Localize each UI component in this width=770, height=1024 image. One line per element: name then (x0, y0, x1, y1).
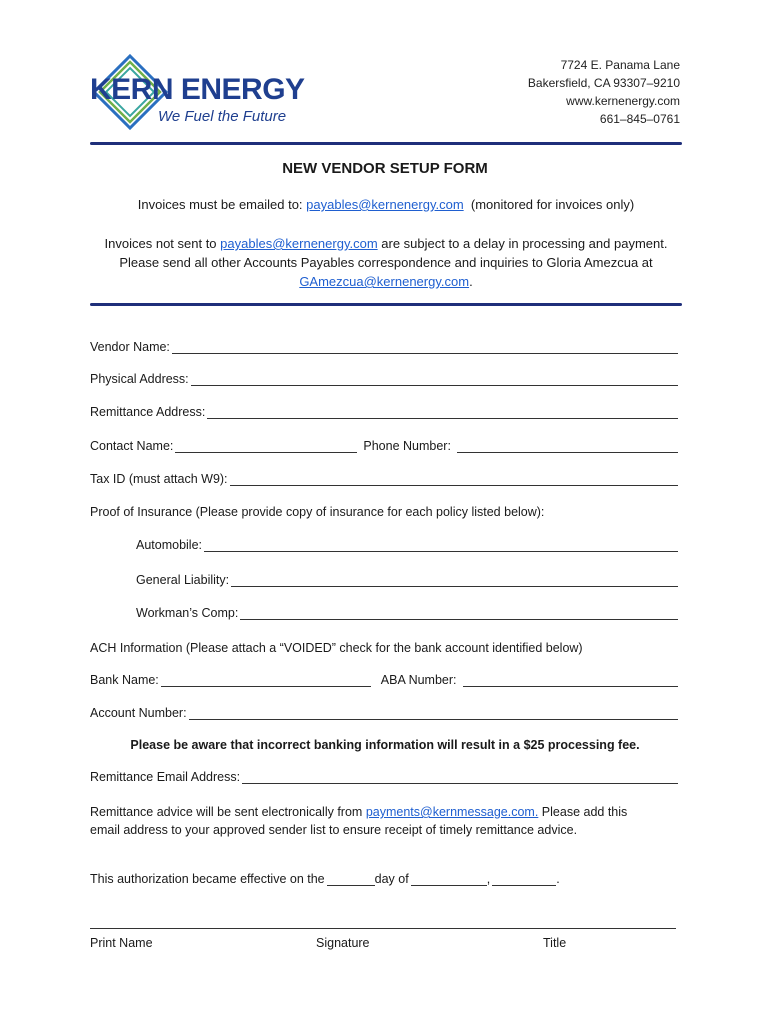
address-line: Bakersfield, CA 93307–9210 (527, 76, 680, 90)
logo-wordmark: KERN ENERGY (90, 73, 305, 106)
vendor-name-field[interactable] (172, 341, 678, 354)
signature-line[interactable] (90, 928, 676, 929)
notice-divider (90, 303, 682, 306)
auth-month-field[interactable] (411, 873, 487, 886)
phone-number-field[interactable] (457, 440, 678, 453)
tax-id-label: Tax ID (must attach W9): (90, 472, 228, 486)
physical-address-label: Physical Address: (90, 372, 189, 386)
auth-text-2: day of (374, 872, 409, 886)
invoice-notice (90, 234, 682, 291)
remittance-address-label: Remittance Address: (90, 405, 206, 419)
banking-fee-warning: Please be aware that incorrect banking information will result in a $25 processing fee. (130, 738, 640, 752)
company-address (528, 56, 680, 128)
automobile-field[interactable] (204, 539, 678, 552)
remittance-email-label: Remittance Email Address: (90, 770, 241, 784)
bank-name-field[interactable] (161, 674, 371, 687)
authorization-row (90, 872, 560, 886)
vendor-name-label: Vendor Name: (90, 340, 170, 354)
remittance-email-row (90, 770, 678, 784)
remittance-address-field[interactable] (207, 406, 678, 419)
auth-day-field[interactable] (327, 873, 375, 886)
bank-aba-row (90, 673, 678, 687)
account-number-row (90, 706, 678, 720)
contact-name-label: Contact Name: (90, 439, 174, 453)
physical-address-row (90, 372, 678, 386)
print-name-label: Print Name (90, 936, 153, 950)
payments-email-link[interactable]: payments@kernmessage.com. (365, 805, 539, 819)
notice-payables-email-link[interactable]: payables@kernenergy.com (220, 236, 378, 251)
tax-id-field[interactable] (230, 473, 678, 486)
bank-name-label: Bank Name: (90, 673, 159, 687)
workmans-comp-row (136, 606, 678, 620)
auth-text-1: This authorization became effective on the (90, 872, 325, 886)
notice-suffix: are subject to a delay in processing and payment. (381, 236, 668, 251)
auth-text-3: , (486, 872, 491, 886)
insurance-heading: Proof of Insurance (Please provide copy of insurance for each policy listed below): (90, 505, 545, 519)
invoice-email-prefix: Invoices must be emailed to: (137, 197, 303, 212)
remittance-advice-line2: email address to your approved sender list to ensure receipt of timely remittance advice. (90, 823, 578, 837)
account-number-field[interactable] (189, 707, 678, 720)
contact-phone-row (90, 439, 678, 453)
phone-number: 661–845–0761 (599, 112, 680, 126)
remittance-advice-suffix: Please add this (541, 805, 628, 819)
logo-tagline: We Fuel the Future (158, 108, 287, 125)
physical-address-field[interactable] (191, 373, 678, 386)
payables-email-link[interactable]: payables@kernenergy.com (306, 197, 464, 212)
aba-number-label: ABA Number: (380, 673, 457, 687)
phone-number-label: Phone Number: (363, 439, 451, 453)
general-liability-field[interactable] (231, 574, 678, 587)
signature-label: Signature (316, 936, 370, 950)
workmans-comp-field[interactable] (240, 607, 678, 620)
aba-number-field[interactable] (463, 674, 678, 687)
remittance-email-field[interactable] (242, 771, 678, 784)
vendor-name-row (90, 340, 678, 354)
title-label: Title (543, 936, 567, 950)
contact-name-field[interactable] (175, 440, 357, 453)
ach-heading: ACH Information (Please attach a “VOIDED” check for the bank account identified below) (90, 641, 583, 655)
contact-email-link[interactable]: GAmezcua@kernenergy.com (299, 274, 470, 289)
form-title: NEW VENDOR SETUP FORM (282, 160, 488, 177)
general-liability-row (136, 573, 678, 587)
notice-prefix: Invoices not sent to (104, 236, 217, 251)
account-number-label: Account Number: (90, 706, 187, 720)
address-line: 7724 E. Panama Lane (560, 58, 680, 72)
invoice-email-suffix: (monitored for invoices only) (470, 197, 635, 212)
tax-id-row (90, 472, 678, 486)
notice-line2: Please send all other Accounts Payables correspondence and inquiries to Gloria Amezcua at (119, 255, 653, 270)
auth-year-field[interactable] (492, 873, 556, 886)
auth-text-4: . (556, 872, 560, 886)
remittance-address-row (90, 405, 678, 419)
automobile-row (136, 538, 678, 552)
remittance-advice-text (90, 803, 690, 839)
header-divider (90, 142, 682, 145)
general-liability-label: General Liability: (136, 573, 230, 587)
contact-email-suffix: . (469, 274, 473, 289)
automobile-label: Automobile: (136, 538, 203, 552)
company-logo (90, 52, 320, 132)
workmans-comp-label: Workman’s Comp: (136, 606, 239, 620)
website-link[interactable]: www.kernenergy.com (566, 94, 680, 108)
remittance-advice-prefix: Remittance advice will be sent electronically from (90, 805, 363, 819)
invoice-email-line (90, 195, 682, 214)
